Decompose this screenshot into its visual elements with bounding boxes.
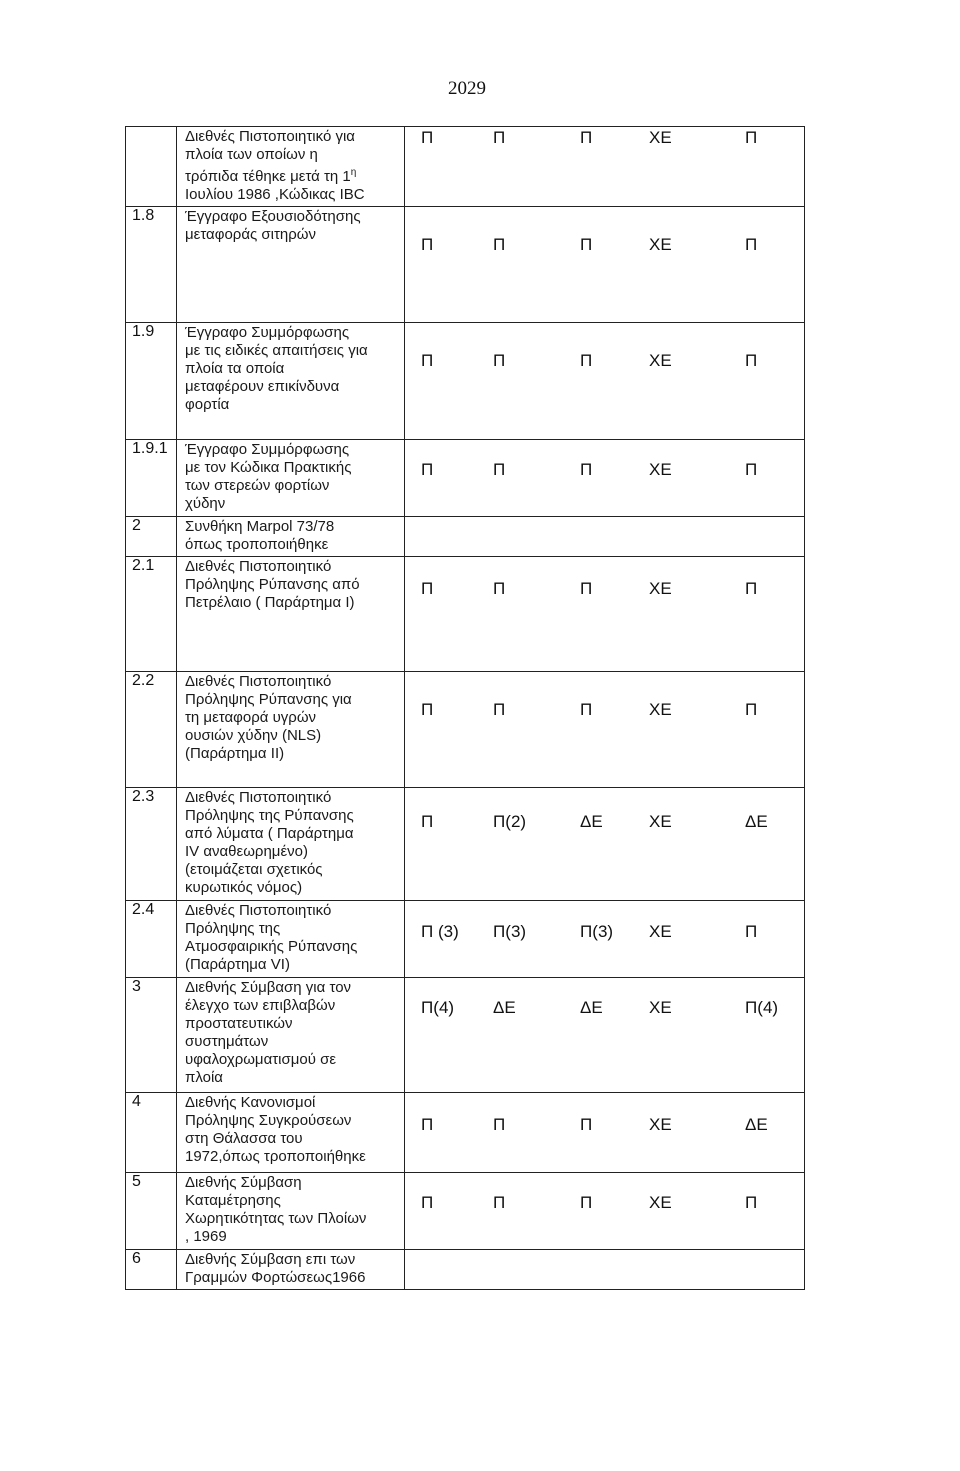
row-description: Διεθνές Πιστοποιητικό για πλοία των οποίων η τρόπιδα τέθηκε μετά τη $1^\eta$ Ιουλίου 1986 ,Κώδικας IBC xyxy=(177,127,405,207)
row-values: Π Π Π ΧΕ ΔΕ xyxy=(405,1093,805,1173)
table-row xyxy=(126,323,805,440)
row-values: Π Π Π ΧΕ Π xyxy=(405,440,805,517)
row-number: 2 xyxy=(126,517,177,557)
table-row xyxy=(126,672,805,788)
row-description: Έγγραφο Συμμόρφωσης με τον Κώδικα Πρακτικής των στερεών φορτίων χύδην xyxy=(177,440,405,517)
row-number: 2.4 xyxy=(126,901,177,978)
row-number: 5 xyxy=(126,1173,177,1250)
row-number: 4 xyxy=(126,1093,177,1173)
row-number: 2.2 xyxy=(126,672,177,788)
row-values: Π(4) ΔΕ ΔΕ ΧΕ Π(4) xyxy=(405,978,805,1093)
row-values: Π Π(2) ΔΕ ΧΕ ΔΕ xyxy=(405,788,805,901)
table-row xyxy=(126,127,805,207)
row-values: Π Π Π ΧΕ Π xyxy=(405,127,805,207)
row-number: 2.1 xyxy=(126,557,177,672)
table-row xyxy=(126,517,805,557)
requirements-table xyxy=(125,126,805,1290)
row-description: Συνθήκη Marpol 73/78 όπως τροποποιήθηκε xyxy=(177,517,405,557)
row-description: Διεθνής Κανονισμοί Πρόληψης Συγκρούσεων στη Θάλασσα του 1972,όπως τροποποιήθηκε xyxy=(177,1093,405,1173)
row-values: Π Π Π ΧΕ Π xyxy=(405,557,805,672)
row-description: Διεθνής Σύμβαση Καταμέτρησης Χωρητικότητας των Πλοίων , 1969 xyxy=(177,1173,405,1250)
row-description: Έγγραφο Συμμόρφωσης με τις ειδικές απαιτήσεις για πλοία τα οποία μεταφέρουν επικίνδυνα φορτία xyxy=(177,323,405,440)
row-description: Έγγραφο Εξουσιοδότησης μεταφοράς σιτηρών xyxy=(177,207,405,323)
row-description: Διεθνές Πιστοποιητικό Πρόληψης της Ατμοσφαιρικής Ρύπανσης (Παράρτημα VI) xyxy=(177,901,405,978)
table-row xyxy=(126,1093,805,1173)
row-values xyxy=(405,517,805,557)
row-number: 6 xyxy=(126,1250,177,1290)
table-row xyxy=(126,207,805,323)
page-number: 2029 xyxy=(448,78,486,99)
row-values: Π (3) Π(3) Π(3) ΧΕ Π xyxy=(405,901,805,978)
row-number xyxy=(126,127,177,207)
row-number: 1.9.1 xyxy=(126,440,177,517)
row-values: Π Π Π ΧΕ Π xyxy=(405,323,805,440)
table-row xyxy=(126,978,805,1093)
table-row xyxy=(126,440,805,517)
table-row xyxy=(126,557,805,672)
row-description: Διεθνές Πιστοποιητικό Πρόληψης της Ρύπανσης από λύματα ( Παράρτημα IV αναθεωρημένο) (ετοιμάζεται σχετικός κυρωτικός νόμος) xyxy=(177,788,405,901)
row-number: 1.9 xyxy=(126,323,177,440)
row-description: Διεθνές Πιστοποιητικό Πρόληψης Ρύπανσης από Πετρέλαιο ( Παράρτημα Ι) xyxy=(177,557,405,672)
table-row xyxy=(126,1250,805,1290)
row-description: Διεθνής Σύμβαση για τον έλεγχο των επιβλαβών προστατευτικών συστημάτων υφαλοχρωματισμού σε πλοία xyxy=(177,978,405,1093)
row-number: 2.3 xyxy=(126,788,177,901)
row-values: Π Π Π ΧΕ Π xyxy=(405,672,805,788)
row-description: Διεθνές Πιστοποιητικό Πρόληψης Ρύπανσης για τη μεταφορά υγρών ουσιών χύδην (NLS) (Παράρτημα ΙΙ) xyxy=(177,672,405,788)
row-number: 3 xyxy=(126,978,177,1093)
table-row xyxy=(126,788,805,901)
row-values: Π Π Π ΧΕ Π xyxy=(405,207,805,323)
table-row xyxy=(126,901,805,978)
row-number: 1.8 xyxy=(126,207,177,323)
table-row xyxy=(126,1173,805,1250)
row-values: Π Π Π ΧΕ Π xyxy=(405,1173,805,1250)
row-description: Διεθνής Σύμβαση επι των Γραμμών Φορτώσεως1966 xyxy=(177,1250,405,1290)
row-values xyxy=(405,1250,805,1290)
